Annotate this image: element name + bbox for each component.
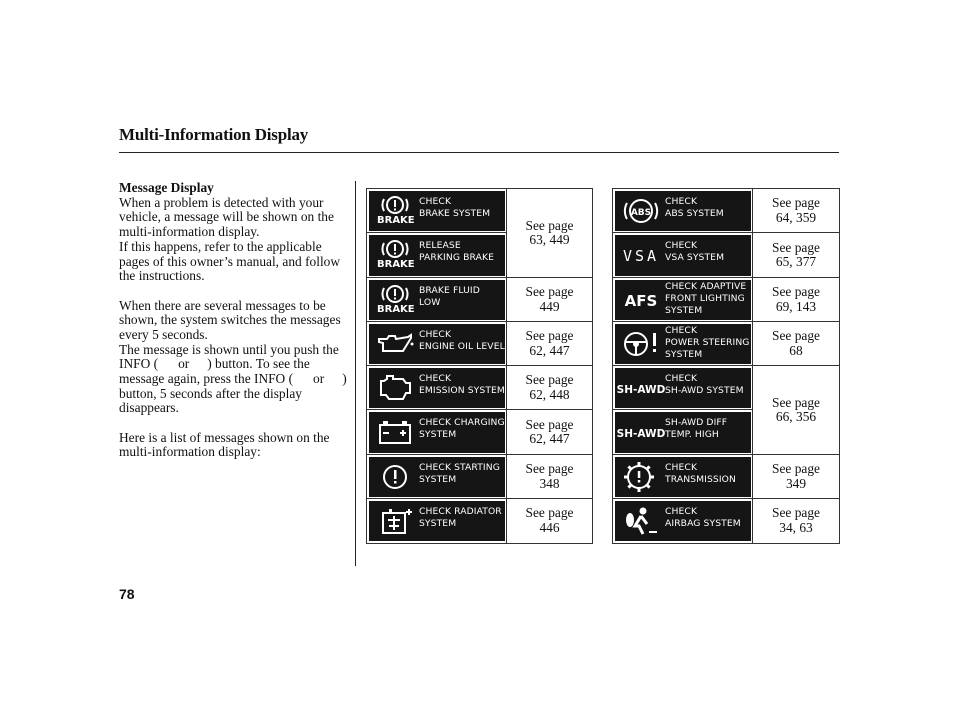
page-numbers: 68 [789,342,803,358]
message-line: CHECK [665,461,698,473]
page-numbers: 449 [539,298,560,314]
message-text [419,373,505,397]
see-page-label: See page [772,283,820,299]
message-text [665,417,727,441]
page-numbers: 62, 448 [529,387,570,403]
see-page-label: See page [525,283,574,299]
see-page-label: See page [525,416,574,432]
p4-part-c: ) button. To see the message again, press the INFO ( [119,356,310,387]
message-display [615,457,751,497]
message-line: CHECK [419,328,452,340]
gear-icon [621,460,661,494]
message-display [615,191,751,231]
page-reference [753,366,839,455]
message-line: POWER STEERING [665,336,750,348]
steering-wheel-icon [621,327,661,361]
message-text [419,329,505,353]
message-line: CHECK ADAPTIVE [665,280,747,292]
message-line: TRANSMISSION [665,473,736,485]
see-page-label: See page [525,217,574,233]
message-display [369,235,505,275]
message-text [419,285,480,309]
message-text [419,417,505,441]
battery-icon [375,415,415,449]
message-line: LOW [419,296,441,308]
see-page-label: See page [525,328,574,344]
page-number: 78 [119,586,135,602]
intro-paragraph-1: When a problem is detected with your vehicle, a message will be shown on the multi-information display. [119,194,334,240]
page-numbers: 62, 447 [529,342,570,358]
message-display [615,235,751,275]
message-line: EMISSION SYSTEM [419,385,505,396]
see-page-label: See page [525,372,574,388]
message-display [615,280,751,320]
see-page-label: See page [772,195,820,211]
page-reference [753,278,839,322]
vsa-icon [621,238,661,272]
message-line: SYSTEM [419,473,457,485]
p4-part-a: The message is shown until you push the INFO ( [119,341,339,372]
page-numbers: 34, 63 [779,519,813,535]
page-reference [753,322,839,366]
right-message-table [612,188,840,544]
message-display [369,191,505,231]
message-line: CHECK [665,324,698,336]
intro-paragraph-2: If this happens, refer to the applicable pages of this owner’s manual, and follow the instructions. [119,238,341,284]
message-line: BRAKE FLUID [419,284,480,296]
sh-awd-icon [616,415,666,449]
message-text [665,462,736,486]
message-line: CHECK [665,196,698,207]
message-text [419,462,500,486]
page-numbers: 62, 447 [529,431,570,447]
message-line: CHECK CHARGING [419,417,505,429]
message-line: TEMP. HIGH [665,429,719,441]
message-line: CHECK [419,196,452,207]
message-display [615,501,751,541]
svg-text:AFS: AFS [624,291,658,310]
p4-part-b: or [178,356,190,372]
svg-text:ABS: ABS [630,208,652,218]
message-text [665,506,741,530]
page-numbers: 65, 377 [775,254,817,270]
see-page-label: See page [772,505,820,521]
message-display [369,457,505,497]
p4-part-e: ) button, 5 seconds after the display disappears. [119,371,347,416]
brake-badge: BRAKE [377,303,415,315]
message-display [369,280,505,320]
page-numbers: 348 [539,475,560,491]
intro-paragraph-3: When there are several messages to be shown, the system switches the messages every 5 seconds. [119,297,341,342]
page-reference [507,366,592,410]
message-line: CHECK STARTING [419,461,500,473]
message-line: CHECK [665,240,698,252]
message-line: BRAKE SYSTEM [419,208,491,219]
see-page-label: See page [772,328,820,344]
message-text [665,325,750,361]
page-numbers: 446 [539,519,560,535]
page-numbers: 64, 359 [775,210,817,226]
message-line: RELEASE [419,240,461,252]
message-display [369,324,505,364]
message-display [615,412,751,452]
message-display [615,368,751,408]
see-page-label: See page [772,394,820,410]
page-reference [753,189,839,233]
left-message-table [366,188,593,544]
see-page-label: See page [772,460,820,476]
message-line: AIRBAG SYSTEM [665,517,741,529]
oil-can-icon [375,327,415,361]
warning-circle-icon [375,460,415,494]
message-line: CHECK RADIATOR [419,505,502,517]
message-line: ENGINE OIL LEVEL [419,340,505,352]
message-line: CHECK [665,373,698,384]
page-reference [507,455,592,499]
page-numbers: 69, 143 [775,298,817,314]
page-numbers: 349 [785,475,807,491]
message-display [369,412,505,452]
section-heading: Message Display [119,180,214,195]
message-line: SYSTEM [419,429,457,441]
message-line: CHECK [665,505,698,517]
p4-part-d: or [313,371,325,387]
page-reference [507,322,592,366]
radiator-icon [375,504,415,538]
see-page-label: See page [525,505,574,521]
airbag-icon [621,504,661,538]
sh-awd-icon [616,371,666,405]
message-display [369,368,505,408]
message-text [665,240,724,264]
message-line: SYSTEM [665,304,703,316]
column-divider [355,181,356,566]
see-page-label: See page [525,460,574,476]
message-display [369,501,505,541]
intro-text [119,181,347,460]
message-line: CHECK [419,373,452,384]
message-line: FRONT LIGHTING [665,292,745,304]
see-page-label: See page [772,239,820,255]
page-numbers: 63, 449 [529,232,570,248]
title-divider [119,152,839,153]
message-text [665,373,744,397]
message-display [615,324,751,364]
brake-badge: BRAKE [377,215,415,226]
message-text [419,240,494,264]
message-text [665,281,746,317]
message-line: SYSTEM [665,348,703,360]
svg-text:SH-AWD: SH-AWD [616,428,666,441]
message-text [665,196,724,220]
engine-icon [375,371,415,405]
page-reference [753,455,839,499]
page-reference [753,499,839,543]
message-line: PARKING BRAKE [419,252,494,264]
page-reference [753,233,839,277]
message-line: VSA SYSTEM [665,252,725,264]
page-numbers: 66, 356 [775,409,817,425]
intro-paragraph-5: Here is a list of messages shown on the multi-information display: [119,429,330,460]
page-reference [507,410,592,454]
message-text [419,196,490,220]
page-title: Multi-Information Display [119,125,309,144]
message-line: SH-AWD SYSTEM [665,385,744,396]
message-line: ABS SYSTEM [665,208,724,219]
page-reference [507,278,592,322]
message-line: SH-AWD DIFF [665,417,728,429]
message-line: SYSTEM [419,517,457,529]
intro-paragraph-4 [119,343,347,417]
afs-icon [621,283,661,317]
abs-icon [621,194,661,228]
page-reference [507,499,592,543]
message-text [419,506,502,530]
svg-text:SH-AWD: SH-AWD [616,384,666,396]
brake-badge: BRAKE [377,259,415,271]
page-reference [507,189,592,278]
svg-text:VSA: VSA [622,247,660,266]
